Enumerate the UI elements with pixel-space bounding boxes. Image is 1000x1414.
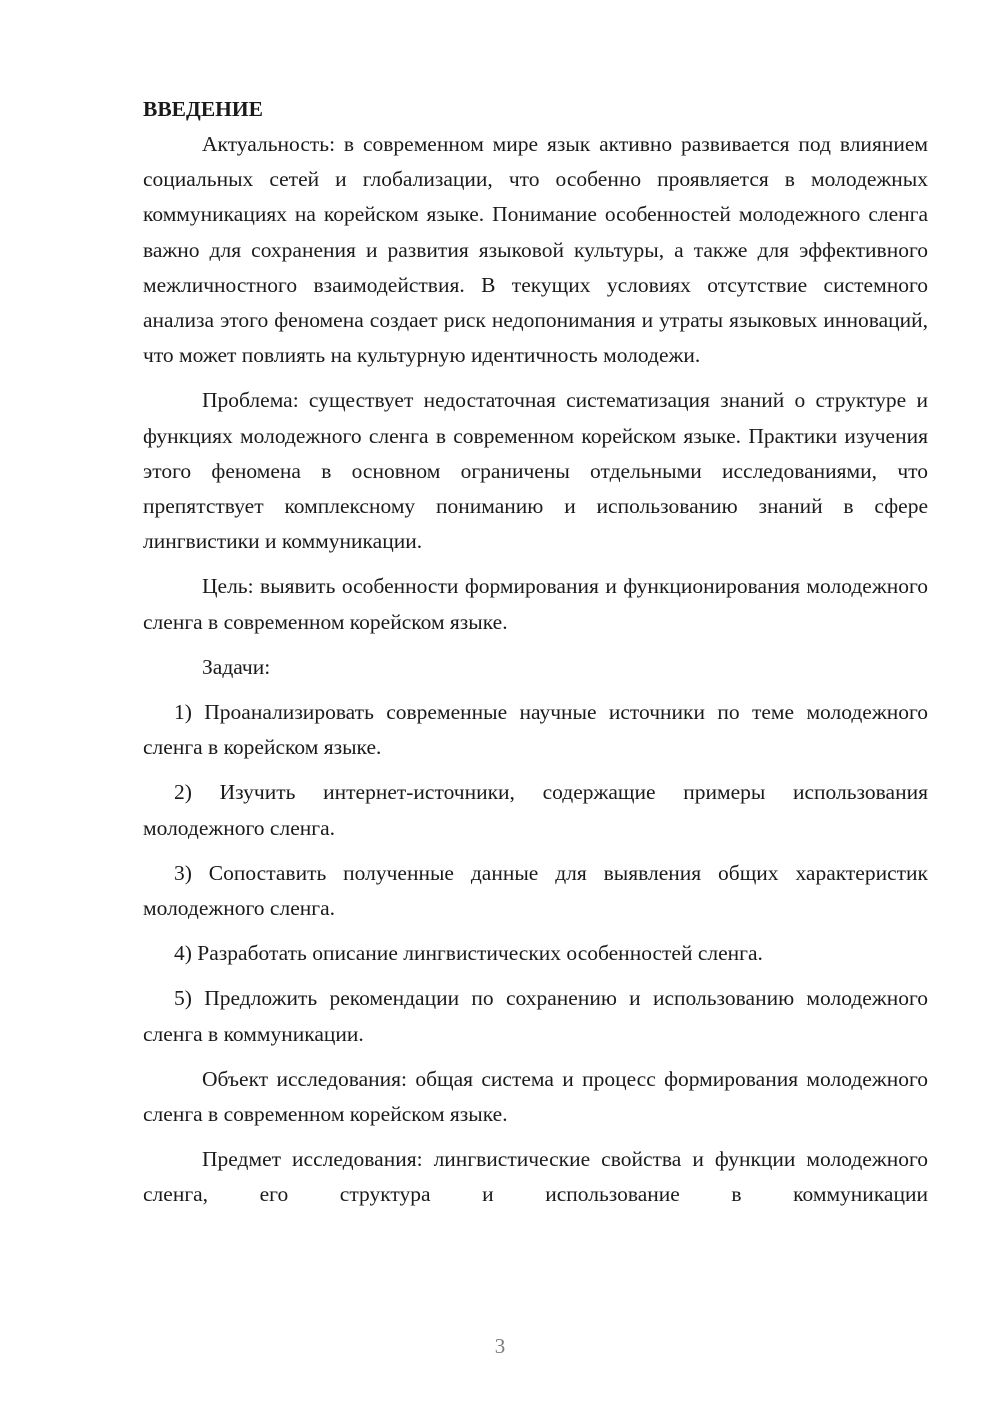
task-item-2: 2) Изучить интернет-источники, содержащие примеры использования молодежного сленга.	[143, 780, 928, 840]
task-item-4: 4) Разработать описание лингвистических особенностей сленга.	[174, 941, 763, 966]
paragraph-tasks-label: Задачи:	[202, 654, 271, 679]
task-item-3: 3) Сопоставить полученные данные для выявления общих характеристик молодежного сленга.	[143, 860, 928, 921]
task-item-5: 5) Предложить рекомендации по сохранению и использованию молодежного сленга в коммуникации.	[143, 986, 928, 1046]
paragraph-problem: Проблема: существует недостаточная систематизация знаний о структуре и функциях молодежного сленга в современном корейском языке. Практики изучения этого феномена в основном ограничены отдельными исследованиями, что препятствует комплексному пониманию и использованию знаний в сфере лингвистики и коммуникации.	[143, 388, 928, 554]
page-number: 3	[494, 1334, 506, 1358]
task-item-1: 1) Проанализировать современные научные источники по теме молодежного сленга в корейском языке.	[143, 700, 928, 760]
paragraph-goal: Цель: выявить особенности формирования и функционирования молодежного сленга в современном корейском языке.	[143, 574, 928, 634]
page-content	[143, 92, 928, 1213]
paragraph-subject: Предмет исследования: лингвистические свойства и функции молодежного сленга, его структура и использование в коммуникации	[143, 1147, 928, 1207]
paragraph-relevance: Актуальность: в современном мире язык активно развивается под влиянием социальных сетей и глобализации, что особенно проявляется в молодежных коммуникациях на корейском языке. Понимание особенностей молодежного сленга важно для сохранения и развития языковой культуры, а также для эффективного межличностного взаимодействия. В текущих условиях отсутствие системного анализа этого феномена создает риск недопонимания и утраты языковых инноваций, что может повлиять на культурную идентичность молодежи.	[143, 132, 928, 368]
section-heading: ВВЕДЕНИЕ	[143, 97, 263, 121]
paragraph-object: Объект исследования: общая система и процесс формирования молодежного сленга в современном корейском языке.	[143, 1066, 928, 1127]
